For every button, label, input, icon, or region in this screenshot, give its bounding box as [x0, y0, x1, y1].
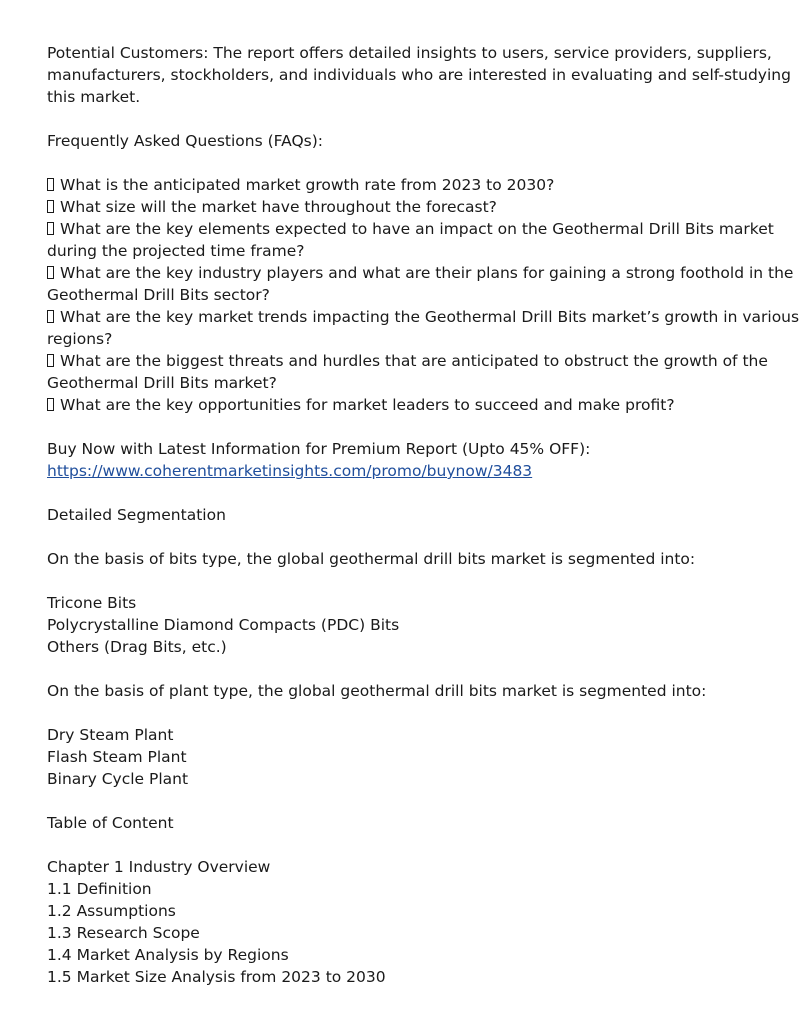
missing-glyph-icon — [47, 398, 54, 411]
faq-question: What are the biggest threats and hurdles that are anticipated to obstruct the growth of the — [60, 352, 768, 370]
buy-now-text: Buy Now with Latest Information for Premium Report (Upto 45% OFF): — [47, 440, 591, 458]
toc-item: 1.1 Definition — [47, 880, 152, 898]
faq-question-continued: Geothermal Drill Bits market? — [47, 374, 277, 392]
list-item: Flash Steam Plant — [47, 748, 187, 766]
faq-item — [47, 174, 759, 196]
faq-question: What is the anticipated market growth rate from 2023 to 2030? — [60, 176, 555, 194]
paragraph-line: Potential Customers: The report offers detailed insights to users, service providers, suppliers, — [47, 44, 772, 62]
list-item: Dry Steam Plant — [47, 726, 174, 744]
faq-item — [47, 218, 774, 262]
missing-glyph-icon — [47, 266, 54, 279]
missing-glyph-icon — [47, 222, 54, 235]
faq-item — [47, 262, 794, 306]
faq-heading: Frequently Asked Questions (FAQs): — [47, 132, 324, 150]
list-item: Polycrystalline Diamond Compacts (PDC) Bits — [47, 616, 400, 634]
faq-question: What size will the market have throughout the forecast? — [60, 198, 497, 216]
faq-item — [47, 306, 800, 350]
paragraph-line: this market. — [47, 88, 141, 106]
plant-type-list — [47, 724, 759, 790]
faq-question: What are the key market trends impacting the Geothermal Drill Bits market’s growth in various — [60, 308, 800, 326]
toc-item: Chapter 1 Industry Overview — [47, 858, 271, 876]
toc-item: 1.2 Assumptions — [47, 902, 176, 920]
missing-glyph-icon — [47, 354, 54, 367]
list-item: Others (Drag Bits, etc.) — [47, 638, 227, 656]
faq-question: What are the key industry players and what are their plans for gaining a strong foothold in the — [60, 264, 794, 282]
toc-heading: Table of Content — [47, 814, 174, 832]
toc-list — [47, 856, 759, 988]
faq-list — [47, 174, 800, 416]
faq-question: What are the key opportunities for market leaders to succeed and make profit? — [60, 396, 675, 414]
list-item: Binary Cycle Plant — [47, 770, 189, 788]
bits-type-intro: On the basis of bits type, the global geothermal drill bits market is segmented into: — [47, 550, 696, 568]
faq-question-continued: regions? — [47, 330, 113, 348]
buy-now-link[interactable]: https://www.coherentmarketinsights.com/promo/buynow/3483 — [47, 462, 533, 480]
faq-item — [47, 196, 759, 218]
segmentation-heading: Detailed Segmentation — [47, 506, 226, 524]
missing-glyph-icon — [47, 200, 54, 213]
potential-customers-paragraph — [47, 42, 791, 108]
faq-item — [47, 394, 759, 416]
plant-type-intro: On the basis of plant type, the global geothermal drill bits market is segmented into: — [47, 682, 707, 700]
faq-question: What are the key elements expected to have an impact on the Geothermal Drill Bits market — [60, 220, 774, 238]
missing-glyph-icon — [47, 310, 54, 323]
toc-item: 1.4 Market Analysis by Regions — [47, 946, 289, 964]
faq-question-continued: Geothermal Drill Bits sector? — [47, 286, 270, 304]
toc-item: 1.5 Market Size Analysis from 2023 to 2030 — [47, 968, 386, 986]
list-item: Tricone Bits — [47, 594, 137, 612]
buy-now-paragraph — [47, 438, 759, 482]
faq-item — [47, 350, 768, 394]
bits-type-list — [47, 592, 759, 658]
toc-item: 1.3 Research Scope — [47, 924, 200, 942]
faq-question-continued: during the projected time frame? — [47, 242, 305, 260]
missing-glyph-icon — [47, 178, 54, 191]
document-page — [47, 42, 800, 1010]
paragraph-line: manufacturers, stockholders, and individuals who are interested in evaluating and self-studying — [47, 66, 791, 84]
